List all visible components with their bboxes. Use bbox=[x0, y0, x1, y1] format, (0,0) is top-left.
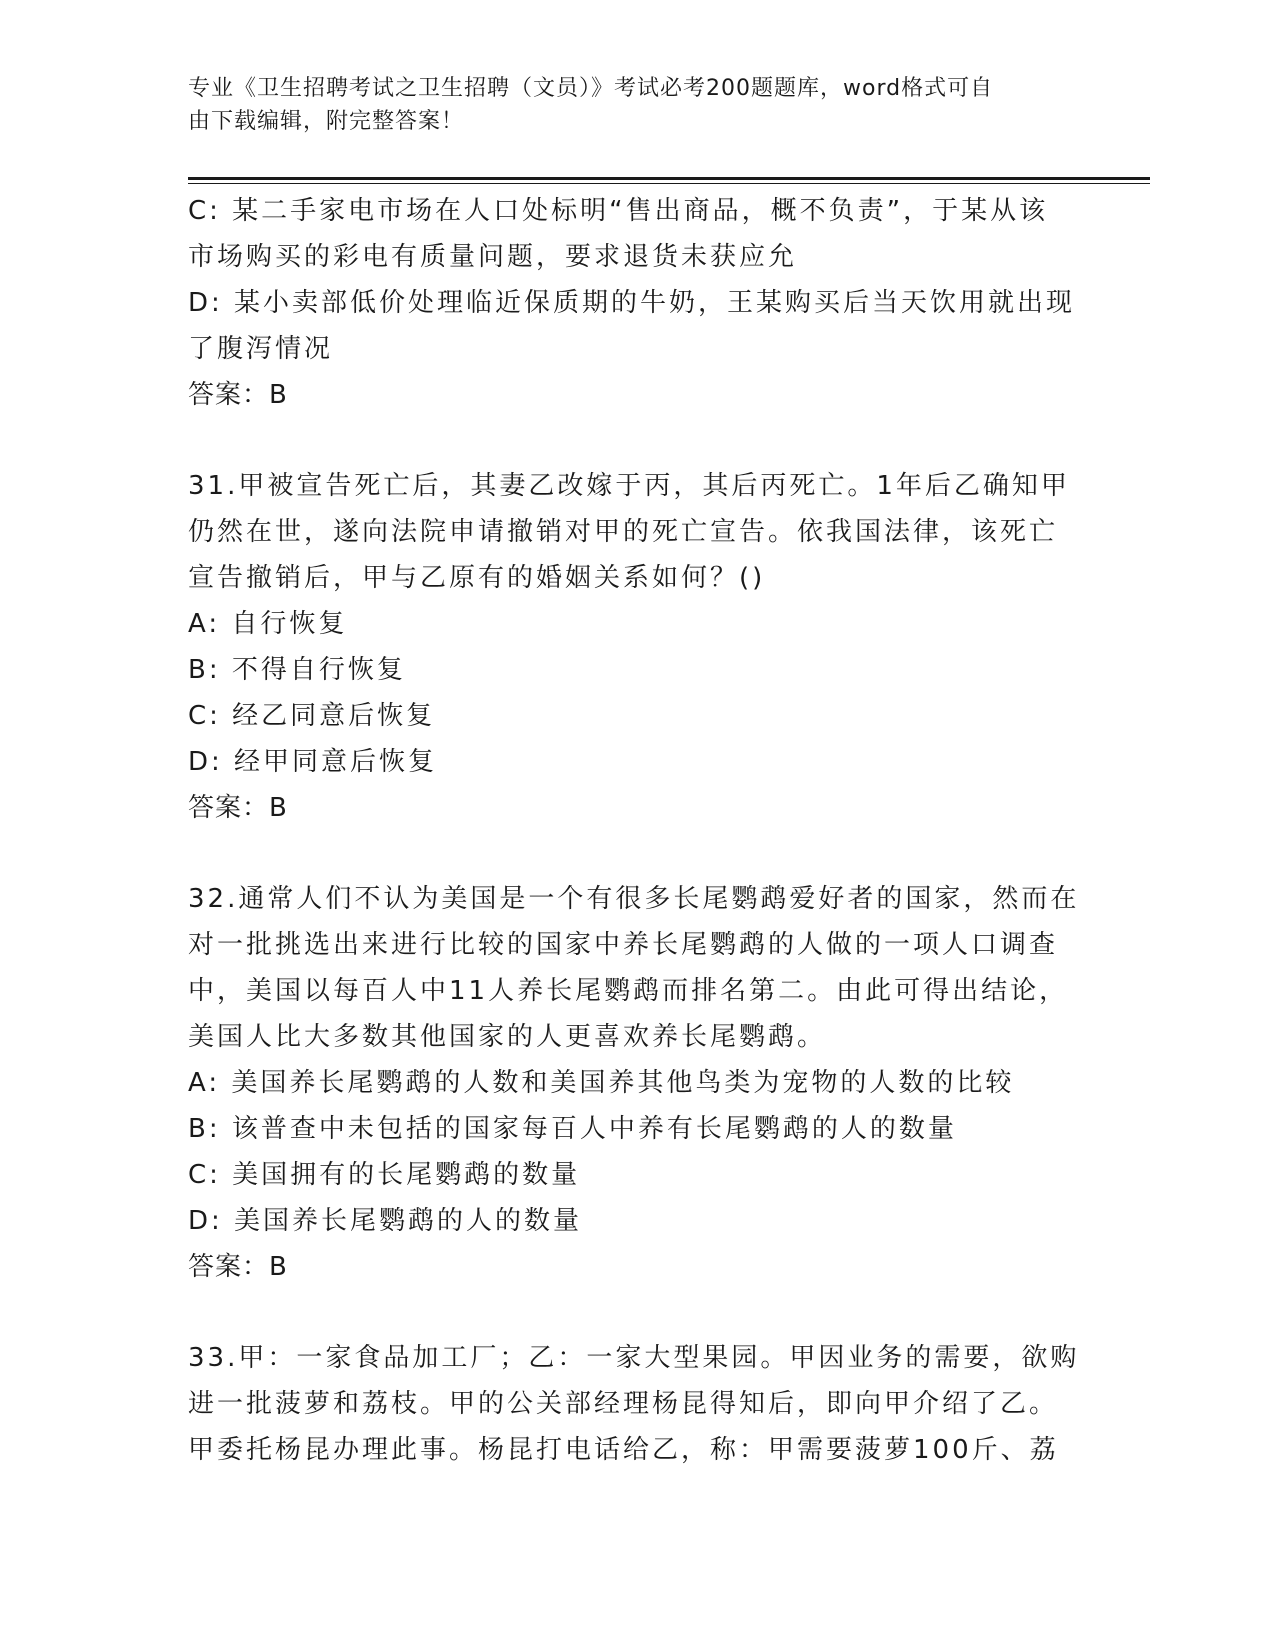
question-stem-line: 宣告撤销后，甲与乙原有的婚姻关系如何？() bbox=[188, 563, 766, 593]
question-stem-line: 32.通常人们不认为美国是一个有很多长尾鹦鹉爱好者的国家，然而在 bbox=[188, 884, 1080, 914]
option-d-line: D: 某小卖部低价处理临近保质期的牛奶，王某购买后当天饮用就出现 bbox=[188, 288, 1076, 318]
header-divider-thick bbox=[188, 177, 1150, 180]
question-stem-line: 33.甲：一家食品加工厂；乙：一家大型果园。甲因业务的需要，欲购 bbox=[188, 1343, 1080, 1373]
document-body bbox=[188, 188, 1088, 1473]
answer: 答案：B bbox=[188, 380, 288, 410]
option-c: C: 经乙同意后恢复 bbox=[188, 701, 436, 731]
option-a: A: 自行恢复 bbox=[188, 609, 348, 639]
question-stem-line: 中，美国以每百人中11人养长尾鹦鹉而排名第二。由此可得出结论， bbox=[188, 976, 1069, 1006]
answer: 答案：B bbox=[188, 793, 288, 823]
previous-question bbox=[188, 188, 1088, 418]
option-c-line: C: 某二手家电市场在人口处标明“售出商品，概不负责”，于某从该 bbox=[188, 196, 1049, 226]
question-stem-line: 甲委托杨昆办理此事。杨昆打电话给乙，称：甲需要菠萝100斤、荔 bbox=[188, 1435, 1059, 1465]
header-line: 由下载编辑，附完整答案！ bbox=[188, 109, 465, 134]
question-stem-line: 进一批菠萝和荔枝。甲的公关部经理杨昆得知后，即向甲介绍了乙。 bbox=[188, 1389, 1059, 1419]
question-stem-line: 仍然在世，遂向法院申请撤销对甲的死亡宣告。依我国法律，该死亡 bbox=[188, 517, 1059, 547]
question-stem-line: 31.甲被宣告死亡后，其妻乙改嫁于丙，其后丙死亡。1年后乙确知甲 bbox=[188, 471, 1070, 501]
question-stem-line: 对一批挑选出来进行比较的国家中养长尾鹦鹉的人做的一项人口调查 bbox=[188, 930, 1059, 960]
option-d-line: 了腹泻情况 bbox=[188, 334, 334, 364]
option-c-line: 市场购买的彩电有质量问题，要求退货未获应允 bbox=[188, 242, 798, 272]
option-c: C: 美国拥有的长尾鹦鹉的数量 bbox=[188, 1160, 581, 1190]
question-32 bbox=[188, 876, 1088, 1290]
option-d: D: 经甲同意后恢复 bbox=[188, 747, 438, 777]
option-d: D: 美国养长尾鹦鹉的人的数量 bbox=[188, 1206, 583, 1236]
question-33 bbox=[188, 1335, 1088, 1473]
document-header bbox=[188, 72, 1068, 138]
option-b: B: 该普查中未包括的国家每百人中养有长尾鹦鹉的人的数量 bbox=[188, 1114, 957, 1144]
question-stem-line: 美国人比大多数其他国家的人更喜欢养长尾鹦鹉。 bbox=[188, 1022, 827, 1052]
answer: 答案：B bbox=[188, 1252, 288, 1282]
option-b: B: 不得自行恢复 bbox=[188, 655, 406, 685]
question-31 bbox=[188, 463, 1088, 831]
header-divider-thin bbox=[188, 183, 1150, 184]
header-line: 专业《卫生招聘考试之卫生招聘（文员）》考试必考200题题库，word格式可自 bbox=[188, 76, 994, 101]
option-a: A: 美国养长尾鹦鹉的人数和美国养其他鸟类为宠物的人数的比较 bbox=[188, 1068, 1015, 1098]
